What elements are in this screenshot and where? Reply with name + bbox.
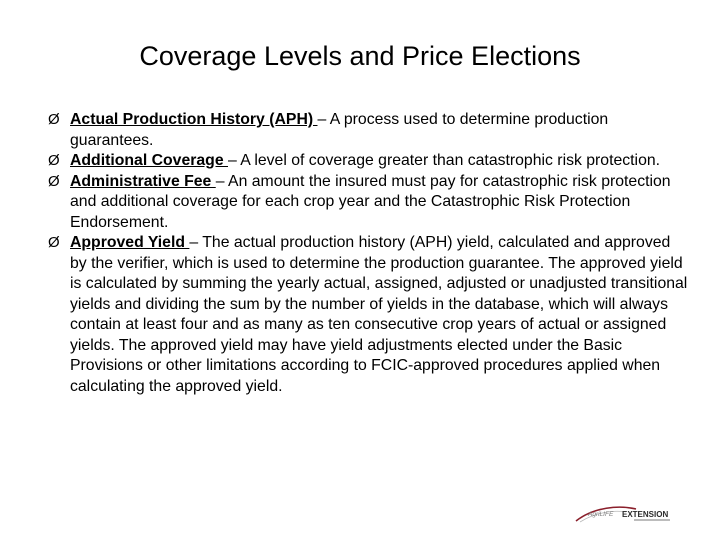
term-approved-yield: Approved Yield [70,234,190,251]
term-aph: Actual Production History (APH) [70,111,318,128]
bullet-additional-coverage [48,151,688,172]
term-administrative-fee: Administrative Fee [70,172,216,190]
logo-agrilife-text: AgriLIFE [588,511,614,518]
bullet-administrative-fee [48,172,688,234]
definition-aph: – A process used to determine production guarantees. [70,111,609,149]
arrow-bullet-icon: Ø [48,152,60,169]
arrow-bullet-icon: Ø [48,234,60,251]
definition-additional-coverage: – A level of coverage greater than catastrophic risk protection. [228,152,661,169]
term-additional-coverage: Additional Coverage [70,152,228,169]
logo-underline [634,519,670,521]
definition-approved-yield: – The actual production history (APH) yield, calculated and approved by the verifier, which is used to determine the production guarantee. The approved yield is calculated by summing the yearly actual, assigned, adjusted or unadjusted transitional yields and dividing the sum by the number of yields in the database, which will always contain at least four and as many as ten consecutive crop years of actual or assigned yields. The approved yield may have yield adjustments elected under the Basic Provisions or other limitations according to FCIC-approved procedures applied when calculating the approved yield. [70,234,688,395]
arrow-bullet-icon: Ø [48,172,60,190]
logo-extension-text: EXTENSION [622,510,669,519]
bullet-aph [48,110,688,151]
slide-title: Coverage Levels and Price Elections [139,41,581,71]
definition-list [48,110,688,397]
bullet-approved-yield [48,233,688,397]
definition-administrative-fee: – An amount the insured must pay for catastrophic risk protection and additional coverage for each crop year and the Catastrophic Risk Protection Endorsement. [70,172,671,231]
agrilife-extension-logo [574,503,674,525]
arrow-bullet-icon: Ø [48,111,60,128]
